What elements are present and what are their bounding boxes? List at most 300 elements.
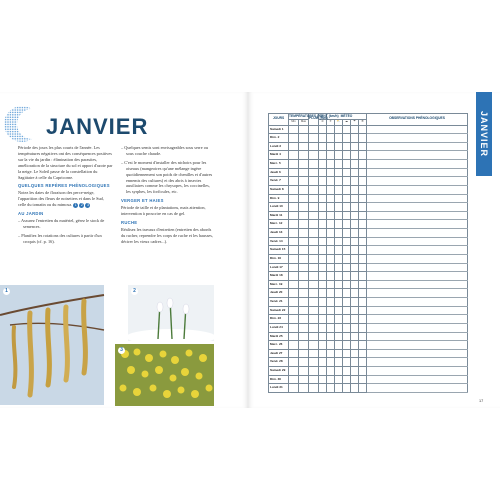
entry-cell[interactable]: [289, 142, 299, 151]
entry-cell[interactable]: [359, 142, 367, 151]
entry-cell[interactable]: [289, 323, 299, 332]
entry-cell[interactable]: [319, 254, 327, 263]
entry-cell[interactable]: [343, 289, 351, 298]
entry-cell[interactable]: [319, 177, 327, 186]
entry-cell[interactable]: [299, 254, 309, 263]
entry-cell[interactable]: [343, 315, 351, 324]
entry-cell[interactable]: [351, 323, 359, 332]
entry-cell[interactable]: [335, 332, 343, 341]
entry-cell[interactable]: [367, 229, 468, 238]
entry-cell[interactable]: [289, 177, 299, 186]
entry-cell[interactable]: [299, 142, 309, 151]
entry-cell[interactable]: [343, 367, 351, 376]
entry-cell[interactable]: [359, 375, 367, 384]
entry-cell[interactable]: [289, 306, 299, 315]
entry-cell[interactable]: [367, 254, 468, 263]
entry-cell[interactable]: [299, 211, 309, 220]
entry-cell[interactable]: [351, 142, 359, 151]
entry-cell[interactable]: [299, 160, 309, 169]
entry-cell[interactable]: [367, 280, 468, 289]
entry-cell[interactable]: [343, 254, 351, 263]
entry-cell[interactable]: [289, 203, 299, 212]
entry-cell[interactable]: [289, 332, 299, 341]
entry-cell[interactable]: [309, 229, 319, 238]
entry-cell[interactable]: [351, 237, 359, 246]
entry-cell[interactable]: [343, 246, 351, 255]
entry-cell[interactable]: [367, 151, 468, 160]
entry-cell[interactable]: [343, 134, 351, 143]
entry-cell[interactable]: [359, 134, 367, 143]
entry-cell[interactable]: [319, 272, 327, 281]
entry-cell[interactable]: [327, 220, 335, 229]
entry-cell[interactable]: [351, 134, 359, 143]
entry-cell[interactable]: [289, 125, 299, 134]
entry-cell[interactable]: [299, 280, 309, 289]
entry-cell[interactable]: [319, 194, 327, 203]
entry-cell[interactable]: [299, 185, 309, 194]
entry-cell[interactable]: [309, 332, 319, 341]
entry-cell[interactable]: [309, 349, 319, 358]
entry-cell[interactable]: [343, 384, 351, 393]
entry-cell[interactable]: [359, 229, 367, 238]
entry-cell[interactable]: [309, 203, 319, 212]
entry-cell[interactable]: [309, 142, 319, 151]
entry-cell[interactable]: [367, 203, 468, 212]
entry-cell[interactable]: [367, 220, 468, 229]
entry-cell[interactable]: [359, 272, 367, 281]
entry-cell[interactable]: [309, 358, 319, 367]
entry-cell[interactable]: [319, 349, 327, 358]
entry-cell[interactable]: [335, 367, 343, 376]
entry-cell[interactable]: [319, 134, 327, 143]
entry-cell[interactable]: [359, 306, 367, 315]
entry-cell[interactable]: [335, 254, 343, 263]
entry-cell[interactable]: [351, 272, 359, 281]
entry-cell[interactable]: [351, 168, 359, 177]
entry-cell[interactable]: [335, 375, 343, 384]
entry-cell[interactable]: [319, 151, 327, 160]
entry-cell[interactable]: [335, 315, 343, 324]
entry-cell[interactable]: [327, 237, 335, 246]
entry-cell[interactable]: [367, 168, 468, 177]
entry-cell[interactable]: [327, 254, 335, 263]
entry-cell[interactable]: [343, 177, 351, 186]
entry-cell[interactable]: [367, 211, 468, 220]
entry-cell[interactable]: [335, 237, 343, 246]
entry-cell[interactable]: [309, 315, 319, 324]
entry-cell[interactable]: [335, 168, 343, 177]
entry-cell[interactable]: [335, 349, 343, 358]
entry-cell[interactable]: [367, 323, 468, 332]
entry-cell[interactable]: [299, 289, 309, 298]
entry-cell[interactable]: [327, 246, 335, 255]
entry-cell[interactable]: [343, 375, 351, 384]
entry-cell[interactable]: [309, 323, 319, 332]
entry-cell[interactable]: [327, 280, 335, 289]
entry-cell[interactable]: [359, 203, 367, 212]
entry-cell[interactable]: [351, 160, 359, 169]
entry-cell[interactable]: [359, 237, 367, 246]
entry-cell[interactable]: [351, 254, 359, 263]
entry-cell[interactable]: [309, 367, 319, 376]
entry-cell[interactable]: [343, 125, 351, 134]
entry-cell[interactable]: [335, 211, 343, 220]
entry-cell[interactable]: [335, 272, 343, 281]
entry-cell[interactable]: [351, 263, 359, 272]
entry-cell[interactable]: [359, 384, 367, 393]
entry-cell[interactable]: [319, 367, 327, 376]
entry-cell[interactable]: [299, 246, 309, 255]
entry-cell[interactable]: [319, 220, 327, 229]
entry-cell[interactable]: [289, 375, 299, 384]
entry-cell[interactable]: [289, 263, 299, 272]
entry-cell[interactable]: [309, 125, 319, 134]
entry-cell[interactable]: [319, 246, 327, 255]
entry-cell[interactable]: [327, 211, 335, 220]
entry-cell[interactable]: [327, 358, 335, 367]
entry-cell[interactable]: [319, 375, 327, 384]
entry-cell[interactable]: [367, 194, 468, 203]
entry-cell[interactable]: [367, 160, 468, 169]
entry-cell[interactable]: [289, 160, 299, 169]
entry-cell[interactable]: [367, 272, 468, 281]
entry-cell[interactable]: [319, 323, 327, 332]
entry-cell[interactable]: [359, 160, 367, 169]
entry-cell[interactable]: [367, 185, 468, 194]
entry-cell[interactable]: [289, 298, 299, 307]
entry-cell[interactable]: [299, 375, 309, 384]
entry-cell[interactable]: [289, 341, 299, 350]
entry-cell[interactable]: [351, 246, 359, 255]
entry-cell[interactable]: [319, 384, 327, 393]
entry-cell[interactable]: [319, 185, 327, 194]
entry-cell[interactable]: [299, 263, 309, 272]
entry-cell[interactable]: [327, 289, 335, 298]
entry-cell[interactable]: [343, 168, 351, 177]
entry-cell[interactable]: [319, 168, 327, 177]
entry-cell[interactable]: [367, 341, 468, 350]
entry-cell[interactable]: [343, 220, 351, 229]
entry-cell[interactable]: [335, 194, 343, 203]
entry-cell[interactable]: [343, 229, 351, 238]
entry-cell[interactable]: [359, 280, 367, 289]
entry-cell[interactable]: [351, 298, 359, 307]
entry-cell[interactable]: [335, 289, 343, 298]
entry-cell[interactable]: [351, 289, 359, 298]
entry-cell[interactable]: [309, 211, 319, 220]
entry-cell[interactable]: [359, 125, 367, 134]
entry-cell[interactable]: [351, 125, 359, 134]
entry-cell[interactable]: [327, 384, 335, 393]
entry-cell[interactable]: [299, 298, 309, 307]
entry-cell[interactable]: [299, 341, 309, 350]
entry-cell[interactable]: [309, 306, 319, 315]
entry-cell[interactable]: [359, 349, 367, 358]
entry-cell[interactable]: [289, 384, 299, 393]
entry-cell[interactable]: [327, 160, 335, 169]
entry-cell[interactable]: [351, 332, 359, 341]
entry-cell[interactable]: [327, 315, 335, 324]
entry-cell[interactable]: [309, 160, 319, 169]
entry-cell[interactable]: [359, 263, 367, 272]
entry-cell[interactable]: [351, 341, 359, 350]
entry-cell[interactable]: [309, 341, 319, 350]
entry-cell[interactable]: [327, 203, 335, 212]
entry-cell[interactable]: [319, 125, 327, 134]
entry-cell[interactable]: [289, 237, 299, 246]
entry-cell[interactable]: [319, 298, 327, 307]
entry-cell[interactable]: [327, 349, 335, 358]
entry-cell[interactable]: [319, 289, 327, 298]
entry-cell[interactable]: [309, 280, 319, 289]
entry-cell[interactable]: [359, 246, 367, 255]
entry-cell[interactable]: [299, 384, 309, 393]
entry-cell[interactable]: [299, 323, 309, 332]
entry-cell[interactable]: [289, 168, 299, 177]
entry-cell[interactable]: [299, 220, 309, 229]
entry-cell[interactable]: [309, 254, 319, 263]
entry-cell[interactable]: [299, 315, 309, 324]
entry-cell[interactable]: [319, 280, 327, 289]
entry-cell[interactable]: [327, 134, 335, 143]
entry-cell[interactable]: [367, 375, 468, 384]
entry-cell[interactable]: [327, 375, 335, 384]
entry-cell[interactable]: [343, 160, 351, 169]
entry-cell[interactable]: [343, 280, 351, 289]
entry-cell[interactable]: [319, 263, 327, 272]
entry-cell[interactable]: [343, 358, 351, 367]
entry-cell[interactable]: [299, 177, 309, 186]
entry-cell[interactable]: [319, 142, 327, 151]
entry-cell[interactable]: [351, 375, 359, 384]
entry-cell[interactable]: [289, 280, 299, 289]
entry-cell[interactable]: [351, 349, 359, 358]
entry-cell[interactable]: [299, 358, 309, 367]
entry-cell[interactable]: [343, 211, 351, 220]
entry-cell[interactable]: [299, 332, 309, 341]
entry-cell[interactable]: [359, 220, 367, 229]
entry-cell[interactable]: [335, 246, 343, 255]
entry-cell[interactable]: [309, 298, 319, 307]
entry-cell[interactable]: [359, 151, 367, 160]
entry-cell[interactable]: [299, 194, 309, 203]
entry-cell[interactable]: [299, 229, 309, 238]
entry-cell[interactable]: [299, 306, 309, 315]
entry-cell[interactable]: [309, 194, 319, 203]
entry-cell[interactable]: [367, 358, 468, 367]
entry-cell[interactable]: [289, 315, 299, 324]
entry-cell[interactable]: [299, 125, 309, 134]
entry-cell[interactable]: [343, 151, 351, 160]
entry-cell[interactable]: [335, 203, 343, 212]
entry-cell[interactable]: [289, 229, 299, 238]
entry-cell[interactable]: [367, 246, 468, 255]
entry-cell[interactable]: [367, 384, 468, 393]
entry-cell[interactable]: [343, 298, 351, 307]
entry-cell[interactable]: [289, 220, 299, 229]
entry-cell[interactable]: [289, 151, 299, 160]
entry-cell[interactable]: [309, 375, 319, 384]
entry-cell[interactable]: [359, 168, 367, 177]
entry-cell[interactable]: [335, 323, 343, 332]
entry-cell[interactable]: [367, 367, 468, 376]
entry-cell[interactable]: [367, 177, 468, 186]
entry-cell[interactable]: [299, 151, 309, 160]
entry-cell[interactable]: [335, 142, 343, 151]
entry-cell[interactable]: [351, 229, 359, 238]
entry-cell[interactable]: [351, 211, 359, 220]
entry-cell[interactable]: [299, 349, 309, 358]
entry-cell[interactable]: [351, 177, 359, 186]
entry-cell[interactable]: [351, 306, 359, 315]
entry-cell[interactable]: [319, 229, 327, 238]
entry-cell[interactable]: [343, 237, 351, 246]
entry-cell[interactable]: [343, 185, 351, 194]
entry-cell[interactable]: [319, 332, 327, 341]
entry-cell[interactable]: [359, 323, 367, 332]
entry-cell[interactable]: [327, 341, 335, 350]
entry-cell[interactable]: [351, 220, 359, 229]
entry-cell[interactable]: [335, 125, 343, 134]
entry-cell[interactable]: [351, 384, 359, 393]
entry-cell[interactable]: [343, 323, 351, 332]
entry-cell[interactable]: [319, 203, 327, 212]
entry-cell[interactable]: [351, 367, 359, 376]
entry-cell[interactable]: [327, 306, 335, 315]
entry-cell[interactable]: [335, 298, 343, 307]
entry-cell[interactable]: [359, 211, 367, 220]
entry-cell[interactable]: [327, 367, 335, 376]
entry-cell[interactable]: [327, 185, 335, 194]
entry-cell[interactable]: [309, 220, 319, 229]
entry-cell[interactable]: [319, 341, 327, 350]
entry-cell[interactable]: [309, 263, 319, 272]
entry-cell[interactable]: [327, 194, 335, 203]
entry-cell[interactable]: [299, 237, 309, 246]
entry-cell[interactable]: [359, 332, 367, 341]
entry-cell[interactable]: [289, 272, 299, 281]
entry-cell[interactable]: [299, 134, 309, 143]
entry-cell[interactable]: [319, 306, 327, 315]
entry-cell[interactable]: [319, 211, 327, 220]
entry-cell[interactable]: [335, 229, 343, 238]
entry-cell[interactable]: [335, 134, 343, 143]
entry-cell[interactable]: [327, 332, 335, 341]
entry-cell[interactable]: [289, 194, 299, 203]
entry-cell[interactable]: [289, 254, 299, 263]
entry-cell[interactable]: [309, 151, 319, 160]
entry-cell[interactable]: [367, 142, 468, 151]
entry-cell[interactable]: [327, 263, 335, 272]
entry-cell[interactable]: [335, 185, 343, 194]
entry-cell[interactable]: [367, 125, 468, 134]
entry-cell[interactable]: [359, 358, 367, 367]
entry-cell[interactable]: [299, 203, 309, 212]
entry-cell[interactable]: [367, 349, 468, 358]
entry-cell[interactable]: [359, 341, 367, 350]
entry-cell[interactable]: [359, 289, 367, 298]
entry-cell[interactable]: [343, 332, 351, 341]
entry-cell[interactable]: [343, 203, 351, 212]
entry-cell[interactable]: [351, 203, 359, 212]
entry-cell[interactable]: [309, 134, 319, 143]
entry-cell[interactable]: [289, 358, 299, 367]
entry-cell[interactable]: [351, 315, 359, 324]
entry-cell[interactable]: [351, 280, 359, 289]
entry-cell[interactable]: [343, 349, 351, 358]
entry-cell[interactable]: [327, 177, 335, 186]
entry-cell[interactable]: [351, 194, 359, 203]
entry-cell[interactable]: [343, 306, 351, 315]
entry-cell[interactable]: [319, 160, 327, 169]
entry-cell[interactable]: [289, 349, 299, 358]
entry-cell[interactable]: [289, 185, 299, 194]
entry-cell[interactable]: [299, 272, 309, 281]
entry-cell[interactable]: [367, 289, 468, 298]
entry-cell[interactable]: [367, 306, 468, 315]
entry-cell[interactable]: [327, 229, 335, 238]
entry-cell[interactable]: [359, 298, 367, 307]
entry-cell[interactable]: [309, 185, 319, 194]
entry-cell[interactable]: [367, 237, 468, 246]
entry-cell[interactable]: [327, 168, 335, 177]
entry-cell[interactable]: [335, 263, 343, 272]
entry-cell[interactable]: [327, 272, 335, 281]
entry-cell[interactable]: [351, 185, 359, 194]
entry-cell[interactable]: [367, 315, 468, 324]
entry-cell[interactable]: [335, 220, 343, 229]
entry-cell[interactable]: [343, 272, 351, 281]
entry-cell[interactable]: [289, 211, 299, 220]
entry-cell[interactable]: [309, 289, 319, 298]
entry-cell[interactable]: [327, 151, 335, 160]
entry-cell[interactable]: [335, 306, 343, 315]
entry-cell[interactable]: [309, 272, 319, 281]
entry-cell[interactable]: [359, 254, 367, 263]
entry-cell[interactable]: [289, 134, 299, 143]
entry-cell[interactable]: [335, 151, 343, 160]
entry-cell[interactable]: [367, 263, 468, 272]
entry-cell[interactable]: [335, 384, 343, 393]
entry-cell[interactable]: [335, 358, 343, 367]
entry-cell[interactable]: [327, 298, 335, 307]
entry-cell[interactable]: [359, 177, 367, 186]
entry-cell[interactable]: [299, 367, 309, 376]
entry-cell[interactable]: [351, 151, 359, 160]
entry-cell[interactable]: [327, 142, 335, 151]
entry-cell[interactable]: [289, 289, 299, 298]
entry-cell[interactable]: [319, 315, 327, 324]
entry-cell[interactable]: [367, 134, 468, 143]
entry-cell[interactable]: [309, 384, 319, 393]
entry-cell[interactable]: [359, 315, 367, 324]
entry-cell[interactable]: [289, 246, 299, 255]
entry-cell[interactable]: [327, 125, 335, 134]
entry-cell[interactable]: [327, 323, 335, 332]
entry-cell[interactable]: [359, 194, 367, 203]
entry-cell[interactable]: [289, 367, 299, 376]
entry-cell[interactable]: [309, 237, 319, 246]
entry-cell[interactable]: [299, 168, 309, 177]
entry-cell[interactable]: [343, 142, 351, 151]
entry-cell[interactable]: [359, 185, 367, 194]
entry-cell[interactable]: [335, 177, 343, 186]
entry-cell[interactable]: [367, 332, 468, 341]
entry-cell[interactable]: [335, 341, 343, 350]
entry-cell[interactable]: [359, 367, 367, 376]
entry-cell[interactable]: [343, 263, 351, 272]
entry-cell[interactable]: [335, 160, 343, 169]
